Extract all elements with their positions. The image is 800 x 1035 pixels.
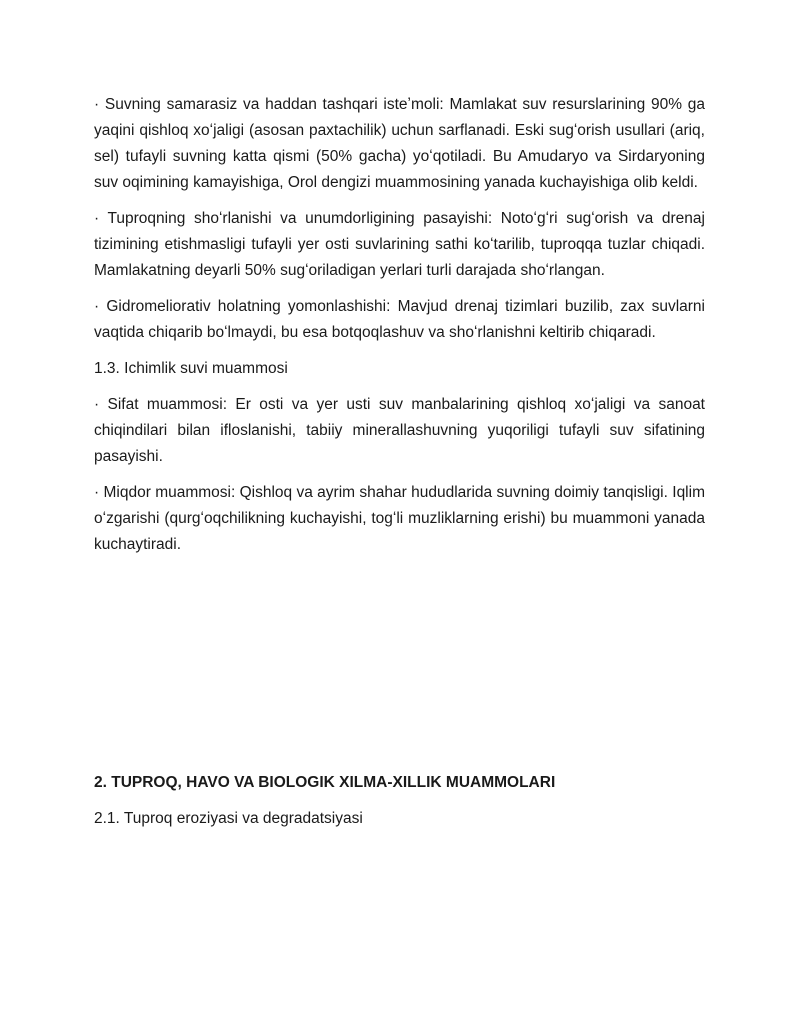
paragraph-soil-salinization: · Tuproqning shoʻrlanishi va unumdorligining pasayishi: Notoʻgʻri sugʻorish va drenaj tizimining etishmasligi tufayli yer osti suvlarining sathi koʻtarilib, tuproqqa tuzlar chiqadi. Mamlakatning deyarli 50% sugʻoriladigan yerlari turli darajada shoʻrlangan. [94,210,705,279]
subheading-soil-erosion: 2.1. Tuproq eroziyasi va degradatsiyasi [94,810,363,827]
paragraph-hydromeliorative: · Gidromeliorativ holatning yomonlashishi: Mavjud drenaj tizimlari buzilib, zax suvlarni vaqtida chiqarib boʻlmaydi, bu esa botqoqlashuv va shoʻrlanishni keltirib chiqaradi. [94,298,705,341]
paragraph-quality-problem: · Sifat muammosi: Er osti va yer usti suv manbalarining qishloq xoʻjaligi va sanoat chiqindilari bilan ifloslanishi, tabiiy minerallashuvning yuqoriligi tufayli suv sifatining pasayishi. [94,396,705,465]
paragraph-quantity-problem: · Miqdor muammosi: Qishloq va ayrim shahar hududlarida suvning doimiy tanqisligi. Iqlim oʻzgarishi (qurgʻoqchilikning kuchayishi, togʻli muzliklarning erishi) bu muammoni yanada kuchaytiradi. [94,484,705,553]
section-heading-2: 2. TUPROQ, HAVO VA BIOLOGIK XILMA-XILLIK MUAMMOLARI [94,774,556,791]
paragraph-water-overuse: · Suvning samarasiz va haddan tashqari isteʼmoli: Mamlakat suv resurslarining 90% ga yaqini qishloq xoʻjaligi (asosan paxtachilik) uchun sarflanadi. Eski sugʻorish usullari (ariq, sel) tufayli suvning katta qismi (50% gacha) yoʻqotiladi. Bu Amudaryo va Sirdaryoning suv oqimining kamayishiga, Orol dengizi muammosining yanada kuchayishiga olib keldi. [94,96,705,191]
subheading-drinking-water: 1.3. Ichimlik suvi muammosi [94,360,288,377]
document-page [94,92,705,842]
page-whitespace [94,568,705,770]
